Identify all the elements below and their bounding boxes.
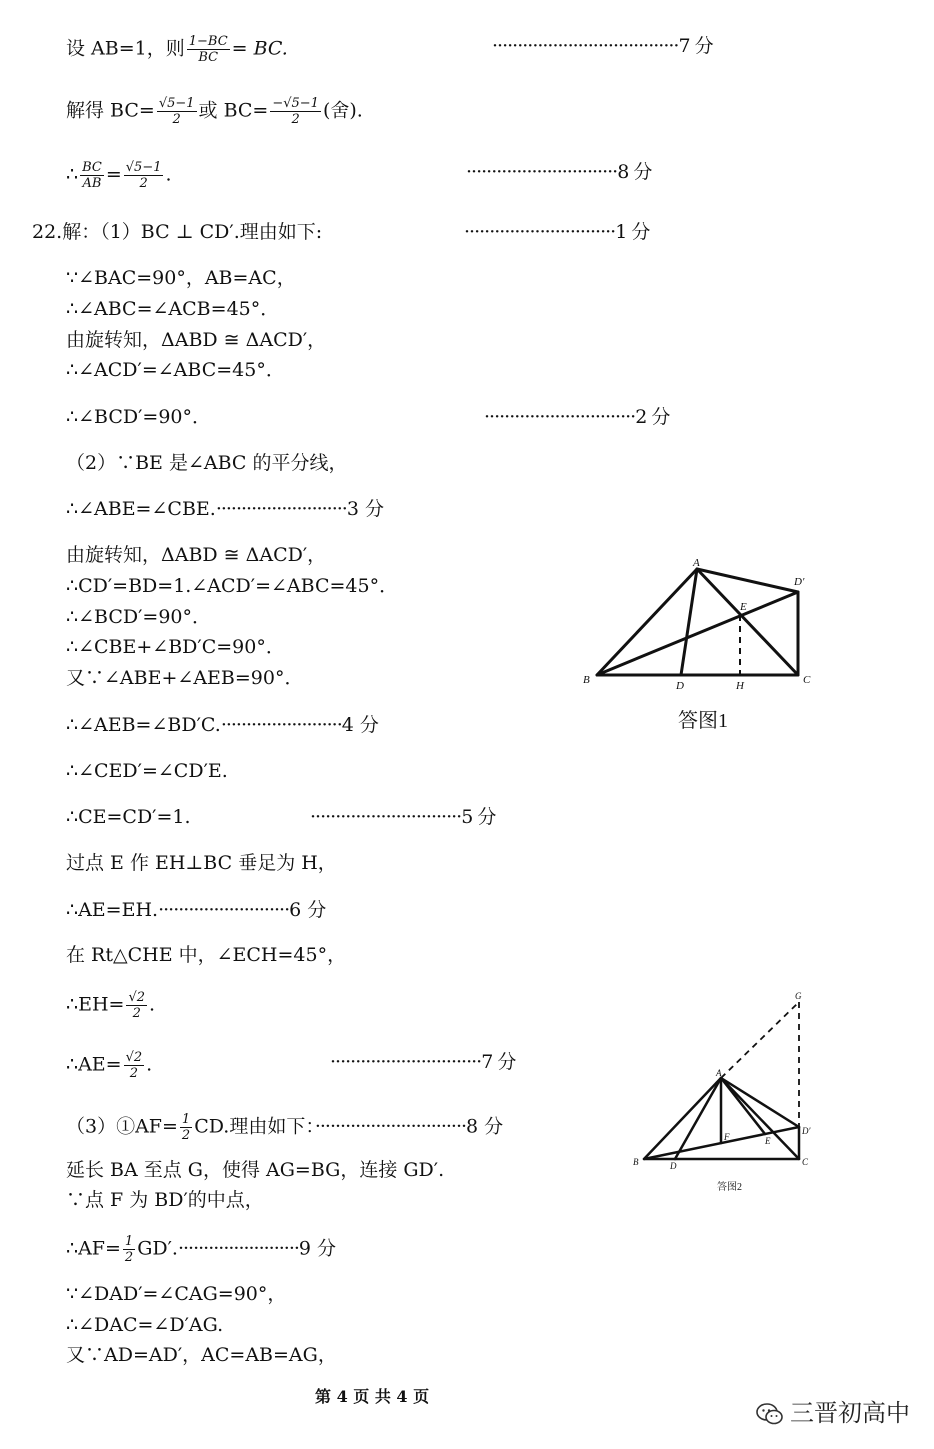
label-b: B xyxy=(633,1157,639,1167)
watermark-text: 三晋初高中 xyxy=(790,1399,910,1427)
label-e: E xyxy=(740,601,747,613)
label-f: F xyxy=(724,1132,730,1142)
step-line: ∵∠DAD′=∠CAG=90°， xyxy=(66,1283,287,1305)
label-d: D xyxy=(670,1161,677,1171)
fraction: $\frac{1}{2}$ xyxy=(181,1112,191,1143)
step-line: 由旋转知，ΔABD ≅ ΔACD′， xyxy=(66,544,327,566)
figure-2-diagram xyxy=(625,990,825,1175)
fraction: $\frac{√5-1}{2}$ xyxy=(158,96,195,127)
figure-2-caption: 答图2 xyxy=(717,1182,742,1193)
step-line: ∴∠ACD′=∠ABC=45°． xyxy=(66,359,285,381)
fraction: $\frac{1-BC}{BC}$ xyxy=(188,34,228,65)
score-dots: ······························8 分 xyxy=(466,161,652,183)
fraction: $\frac{√2}{2}$ xyxy=(128,990,146,1021)
step-line: 又∵∠ABE+∠AEB=90°． xyxy=(66,667,304,689)
label-a: A xyxy=(716,1068,722,1078)
step-line: ∴∠ABC=∠ACB=45°． xyxy=(66,298,280,320)
label-g: G xyxy=(795,991,802,1001)
wechat-icon xyxy=(756,1402,784,1426)
label-d: D xyxy=(676,680,684,692)
step-line: ∴AE=EH.··························6 分 xyxy=(66,899,327,921)
fraction: $\frac{√5-1}{2}$ xyxy=(125,160,162,191)
line-ratio: ∴ $\frac{BC}{AB}$ = $\frac{√5-1}{2}$ . xyxy=(66,160,172,191)
fraction: $\frac{1}{2}$ xyxy=(124,1234,134,1265)
label-a: A xyxy=(693,557,700,569)
segment-ae xyxy=(721,1078,765,1134)
step-line: ∴∠BCD′=90°． xyxy=(66,406,212,428)
question-22-heading: 22.解：（1）BC ⊥ CD′.理由如下: xyxy=(32,221,323,243)
label-b: B xyxy=(583,674,590,686)
score-dots: ······························7 分 xyxy=(330,1051,516,1073)
step-line: ∴∠AEB=∠BD′C.························4 分 xyxy=(66,714,379,736)
fraction: $\frac{BC}{AB}$ xyxy=(82,160,102,191)
label-e: E xyxy=(765,1136,771,1146)
page-footer: 第 4 页 共 4 页 xyxy=(315,1387,430,1406)
step-line: ∴CD′=BD=1.∠ACD′=∠ABC=45°． xyxy=(66,575,399,597)
score-dots: ······························1 分 xyxy=(464,221,650,243)
step-line: （2）∵BE 是∠ABC 的平分线， xyxy=(66,452,348,474)
step-line: 在 Rt△CHE 中，∠ECH=45°， xyxy=(66,944,347,966)
label-h: H xyxy=(736,680,744,692)
step-line: ∴∠ABE=∠CBE.··························3 分 xyxy=(66,498,384,520)
step-line: ∴CE=CD′=1. xyxy=(66,806,191,828)
step-line: 延长 BA 至点 G，使得 AG=BG，连接 GD′. xyxy=(66,1159,445,1181)
figure-1-diagram xyxy=(575,555,825,700)
step-line: ∴AE= $\frac{√2}{2}$ . xyxy=(66,1050,153,1081)
step-line: ∴∠BCD′=90°． xyxy=(66,606,212,628)
step-line: ∴∠CBE+∠BD′C=90°． xyxy=(66,636,285,658)
score-dots: ······························2 分 xyxy=(484,406,670,428)
score-dots: ·····································7 分 xyxy=(492,35,713,57)
step-line: 又∵AD=AD′，AC=AB=AG， xyxy=(66,1344,337,1366)
fraction: $\frac{-√5-1}{2}$ xyxy=(272,96,319,127)
fraction: $\frac{√2}{2}$ xyxy=(125,1050,143,1081)
line-solve-bc: 解得 BC= $\frac{√5-1}{2}$ 或 BC= $\frac{-√5-1}{2}$ (舍). xyxy=(66,96,363,127)
label-c: C xyxy=(802,1157,809,1167)
figure-1-caption: 答图1 xyxy=(678,710,728,732)
label-c: C xyxy=(803,674,811,686)
segment-b-dprime xyxy=(597,592,798,675)
step-line: ∴EH= $\frac{√2}{2}$ . xyxy=(66,990,156,1021)
segment-ag-dashed xyxy=(721,1002,799,1078)
line-ab-equation: 设 AB=1，则 $\frac{1-BC}{BC}$ = BC. xyxy=(66,34,288,65)
step-line: ∴∠DAC=∠D′AG. xyxy=(66,1314,224,1336)
step-line: 由旋转知，ΔABD ≅ ΔACD′， xyxy=(66,329,327,351)
segment-a-dprime xyxy=(697,569,798,592)
step-line: ∵∠BAC=90°，AB=AC， xyxy=(66,267,296,289)
label-dprime: D′ xyxy=(794,576,805,588)
score-dots: ······························5 分 xyxy=(310,806,496,828)
watermark xyxy=(756,1393,910,1428)
step-line: ∴AF= $\frac{1}{2}$ GD′.························9 分 xyxy=(66,1234,337,1265)
step-line: （3）①AF= $\frac{1}{2}$ CD.理由如下：······························8 分 xyxy=(66,1112,504,1143)
step-line: ∵点 F 为 BD′的中点， xyxy=(66,1189,264,1211)
step-line: 过点 E 作 EH⊥BC 垂足为 H， xyxy=(66,852,337,874)
step-line: ∴∠CED′=∠CD′E. xyxy=(66,760,228,782)
label-dprime: D′ xyxy=(802,1126,811,1136)
